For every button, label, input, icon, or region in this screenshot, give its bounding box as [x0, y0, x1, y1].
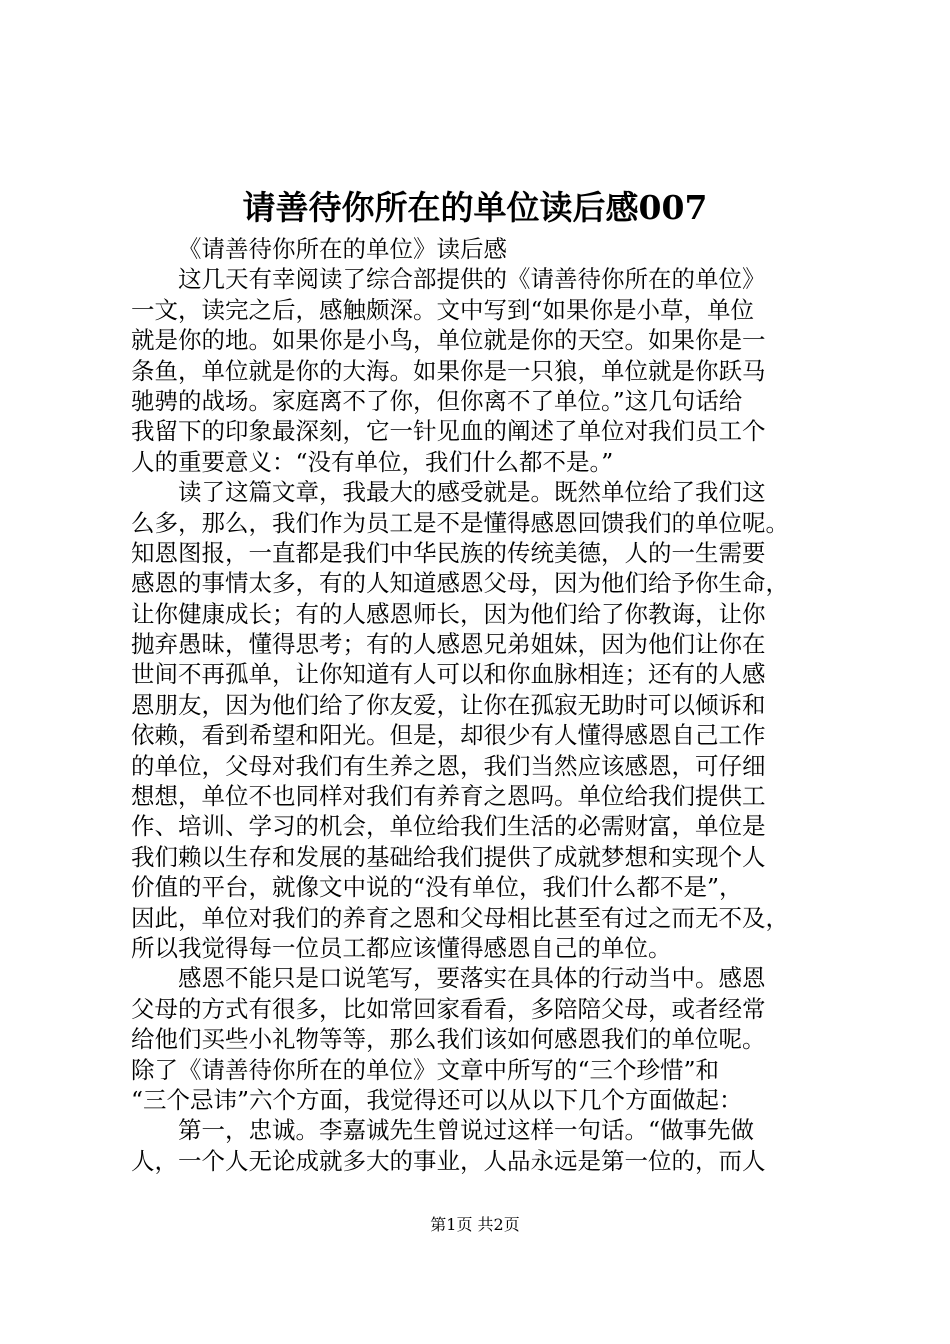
text-line: 让你健康成长；有的人感恩师长，因为他们给了你教诲，让你 — [131, 599, 766, 628]
text-line: 么多，那么，我们作为员工是不是懂得感恩回馈我们的单位呢。 — [131, 508, 789, 537]
text-line: 我留下的印象最深刻，它一针见血的阐述了单位对我们员工个 — [131, 417, 766, 446]
text-line: 价值的平台，就像文中说的“没有单位，我们什么都不是”， — [131, 873, 743, 902]
text-line: 读了这篇文章，我最大的感受就是。既然单位给了我们这 — [178, 478, 766, 507]
text-line: 这几天有幸阅读了综合部提供的《请善待你所在的单位》 — [178, 265, 766, 294]
text-line: 感恩的事情太多，有的人知道感恩父母，因为他们给予你生命， — [131, 569, 789, 598]
text-line: 人，一个人无论成就多大的事业，人品永远是第一位的，而人 — [131, 1146, 766, 1175]
text-line: 想想，单位不也同样对我们有养育之恩吗。单位给我们提供工 — [131, 782, 766, 811]
text-line: 依赖，看到希望和阳光。但是，却很少有人懂得感恩自己工作 — [131, 721, 766, 750]
text-line: 《请善待你所在的单位》读后感 — [178, 235, 507, 263]
text-line: 恩朋友，因为他们给了你友爱，让你在孤寂无助时可以倾诉和 — [131, 690, 766, 719]
text-line: 条鱼，单位就是你的大海。如果你是一只狼，单位就是你跃马 — [131, 356, 766, 385]
page-footer: 第1页 共2页 — [430, 1215, 520, 1234]
text-line: 感恩不能只是口说笔写，要落实在具体的行动当中。感恩 — [178, 964, 766, 993]
text-line: 父母的方式有很多，比如常回家看看，多陪陪父母，或者经常 — [131, 994, 766, 1023]
text-line: 抛弃愚昧，懂得思考；有的人感恩兄弟姐妹，因为他们让你在 — [131, 630, 766, 659]
text-line: 我们赖以生存和发展的基础给我们提供了成就梦想和实现个人 — [131, 842, 766, 871]
text-line: 给他们买些小礼物等等，那么我们该如何感恩我们的单位呢。 — [131, 1025, 766, 1054]
text-line: 第一，忠诚。李嘉诚先生曾说过这样一句话。“做事先做 — [178, 1116, 755, 1145]
text-line: “三个忌讳”六个方面，我觉得还可以从以下几个方面做起： — [131, 1085, 743, 1114]
text-line: 知恩图报，一直都是我们中华民族的传统美德，人的一生需要 — [131, 538, 766, 567]
text-line: 因此，单位对我们的养育之恩和父母相比甚至有过之而无不及， — [131, 903, 789, 932]
text-line: 世间不再孤单，让你知道有人可以和你血脉相连；还有的人感 — [131, 660, 766, 689]
page-title: 请善待你所在的单位读后感007 — [242, 188, 708, 227]
text-line: 驰骋的战场。家庭离不了你，但你离不了单位。”这几句话给 — [131, 386, 743, 415]
text-line: 就是你的地。如果你是小鸟，单位就是你的天空。如果你是一 — [131, 326, 766, 355]
document-body — [131, 234, 835, 1176]
text-line: 所以我觉得每一位员工都应该懂得感恩自己的单位。 — [131, 933, 672, 962]
text-line: 作、培训、学习的机会，单位给我们生活的必需财富，单位是 — [131, 812, 766, 841]
text-line: 一文，读完之后，感触颇深。文中写到“如果你是小草，单位 — [131, 295, 755, 324]
text-line: 人的重要意义：“没有单位，我们什么都不是。” — [131, 447, 614, 476]
text-line: 除了《请善待你所在的单位》文章中所写的“三个珍惜”和 — [131, 1055, 720, 1084]
text-line: 的单位，父母对我们有生养之恩，我们当然应该感恩，可仔细 — [131, 751, 766, 780]
